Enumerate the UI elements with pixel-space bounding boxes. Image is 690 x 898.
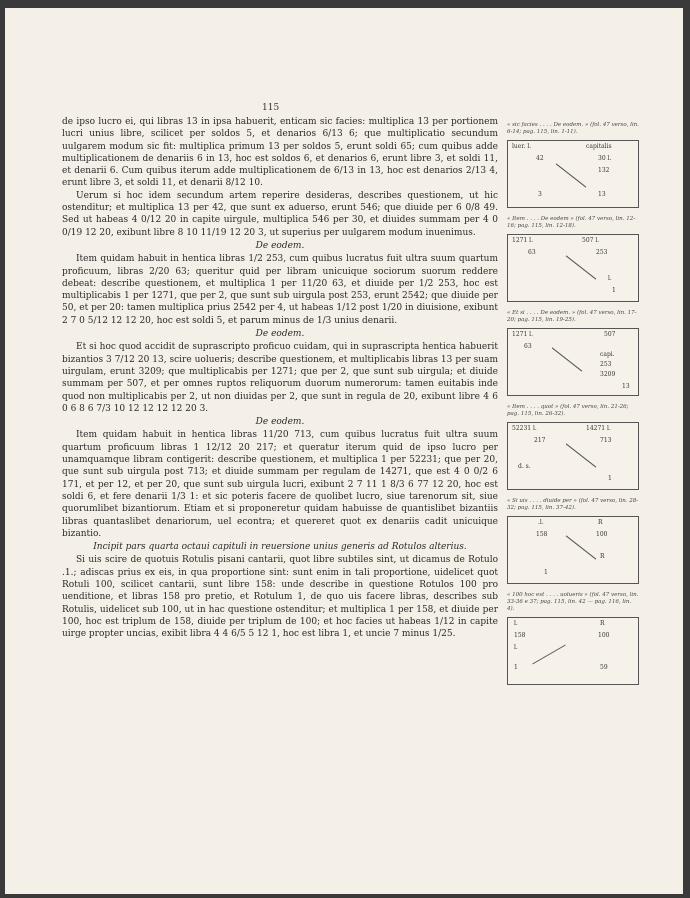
box-value: 100 [598,632,610,639]
box-value: 132 [598,167,610,174]
box-label: R [598,519,603,526]
box-label: l. [514,620,518,627]
box-value: 253 [600,361,612,368]
box-label: luer. l. [512,143,532,150]
section-heading: De eodem. [255,329,305,340]
box-value: capi. [600,351,615,358]
box-value: 59 [600,664,608,671]
section-heading: De eodem. [255,240,305,251]
box-value: l. [608,275,612,282]
box-value: 13 [622,383,630,390]
box-value: 217 [534,437,546,444]
cross-line [566,535,597,559]
box-value: 3 [538,191,542,198]
box-value: 3209 [600,371,616,378]
calc-box [507,422,639,490]
cross-line [566,443,597,467]
paragraph: Item quidam habuit in hentica libras 1/2 253, cum quibus lucratus fuit ultra suum quartum proficuum, libras 2/20 63; queritur quid per libram unicuique sociorum suorum reddere debeat: describe questionem, et multiplica 1 per 11/20 63, et diuide per 1/2 253, hoc est multiplicabis 1 per 1271, que per 2, que sunt sub uirgula post 253, erunt 2542; que diuide per 50, et per 20: tamen multiplica prius 2542 per 4, ut habeas 1/12 post 1/20 in diuisione, exibunt 2 7 0 5/12 12 12 20, hoc est soldi 5, et parum minus de 1/3 unius denarii. [62,254,498,326]
box-label: 507 [604,331,616,338]
page-number: 115 [262,103,280,113]
box-label: 14271 l. [586,425,611,432]
margin-note: « 100 hoc est . . . . uolueris » (fol. 47 verso, lin. 33-36 e 37; pag. 115, lin. 42 — pag. 116, lin. 4). [507,592,639,612]
box-value: 1 [544,569,548,576]
margin-note: « Et si . . . . De eodem. » (fol. 47 verso, lin. 17-20; pag. 115, lin. 19-25). [507,310,637,323]
paragraph: Si uis scire de quotuis Rotulis pisani cantarii, quot libre subtiles sint, ut dicamus de Rotulo .1.; adiscas prius ex eis, in qua proportione sint: sunt enim in tali proportione, uidelicet quot Rotuli 100, scilicet cantarii, sunt libre 158: unde describe in questione Rotulos 100 pro uenditione, et libras 158 pro pretio, et Rotulum 1, de quo uis facere libras, describes sub Rotulis, uidelicet sub 100, ut in hac questione ostenditur; et multiplica 1 per 158, et diuide per 100, hoc est triplum de 158, diuide per triplum de 100; et hoc facies ut habeas 1/12 in capite uirge propter uncias, exibit libra 4 4 6/5 5 12 1, hoc est libra 1, et uncie 7 minus 1/25. [62,555,498,640]
calc-box [507,234,639,302]
box-value: 1 [612,287,616,294]
box-value: l. [514,644,518,651]
cross-line [552,347,583,371]
main-text [62,116,498,640]
box-value: 30 l. [598,155,612,162]
paragraph: Uerum si hoc idem secundum artem reperire desideras, describes questionem, ut hic ostenditur; et multiplica 13 per 42, que sunt ex aduerso, erunt 546; que diuide per 6 0/8 49. Sed ut habeas 4 0/12 20 in capite uirgule, multiplica 546 per 30, et diuides summam per 4 0 0/19 12 20, exibunt libre 8 10 11/19 12 20 3, ut superius per uulgarem modum inuenimus. [62,190,498,238]
box-value: 158 [514,632,526,639]
box-value: 100 [596,531,608,538]
box-label: R [600,620,605,627]
margin-column [507,122,639,693]
cross-line [566,255,597,279]
box-value: 63 [524,343,532,350]
calc-box [507,328,639,396]
box-label: 1271 l. [512,237,534,244]
section-heading: De eodem. [255,417,305,428]
box-label: 507 l. [582,237,600,244]
box-label: capitalis [586,143,612,150]
margin-note: « sic facies . . . . De eodem. » (fol. 47 verso, lin. 6-14; pag. 115, lin. 1-11). [507,122,639,135]
cross-line [532,645,565,665]
box-label: 1271 l. [512,331,534,338]
box-label: 52231 l. [512,425,537,432]
calc-box [507,140,639,208]
box-value: 1 [608,475,612,482]
paragraph: Item quidam habuit in hentica libras 11/20 713, cum quibus lucratus fuit ultra suum quartum proficuum libras 1 12/12 20 217; et queratur iterum quid de ipso lucro per unamquamque libram contigerit: describe questionem, et multiplica 1 per 52231; que per 20, que sunt sub uirgula post 713; et diuide summam per regulam de 14271, que est 4 0 0/2 6 171, et per 12, et per 20, que sunt sub uirgula lucri, exibunt 2 7 11 1 8/3 6 77 12 20, hoc est soldi 6, et fere denarii 1/3 1: et sic poteris facere de quolibet lucro, siue tarenorum sit, siue quorumlibet bizantiorum. Etiam et si proponeretur quidam habuisse de quantislibet bizantiis libras quantaslibet denariorum, uel econtra; et quereret quot ex denariis cadit unicuique bizantio. [62,430,498,539]
margin-note: « Item . . . . quot » (fol. 47 verso, lin. 21-26; pag. 115, lin. 26-32). [507,404,629,417]
section-heading: Incipit pars quarta octaui capituli in reuersione unius generis ad Rotulos alterius. [93,542,467,553]
box-value: 42 [536,155,544,162]
margin-note: « Item . . . . De eodem » (fol. 47 verso, lin. 12-16; pag. 115, lin. 12-18). [507,216,636,229]
box-value: 13 [598,191,606,198]
box-value: 63 [528,249,536,256]
paragraph: de ipso lucro ei, qui libras 13 in ipsa habuerit, enticam sic facies: multiplica 13 per portionem lucri unius libre, scilicet per soldos 5, et denarios 6/13 6; que multiplicatio secundum uulgarem modum sic fit: multiplica primum 13 per soldos 5, erunt soldi 65; cum quibus adde multiplicationem de denariis 6 in 13, hoc est soldos 6, et denarios 6, erunt libre 3, et soldi 11, et denarii 6. Cum quibus iterum adde multiplicationem de 6/13 in 13, hoc est denarios 2/13 4, erunt libre 3, et soldi 11, et denarii 8/12 10. [62,117,498,189]
calc-box [507,516,639,584]
paragraph: Et si hoc quod accidit de suprascripto proficuo cuidam, qui in suprascripta hentica habuerit bizantios 3 7/12 20 13, scire uolueris; describe questionem, et multiplicabis libras 13 per suam uirgulam, erunt 3209; que multiplicabis per 1271; que per 2, que sunt sub uirgula; et diuide summam per 507, et per omnes ruptos reliquorum duorum numerorum: tamen euitabis inde quod non multiplicabis per 2, ut non diuidas per 2, que sunt in regula de 20, exibunt libre 4 6 0 6 8 6 7/3 10 12 12 12 12 20 3. [62,342,498,414]
calc-box [507,617,639,685]
cross-line [556,163,587,187]
margin-note: « Si uis . . . . diuide per » (fol. 47 verso, lin. 28-32; pag. 115, lin. 37-42). [507,498,639,511]
box-value: 1 [514,664,518,671]
box-value: 713 [600,437,612,444]
box-value: R [600,553,605,560]
box-label: .l. [538,519,544,526]
box-value: 158 [536,531,548,538]
box-value: d. s. [518,463,531,470]
box-value: 253 [596,249,608,256]
